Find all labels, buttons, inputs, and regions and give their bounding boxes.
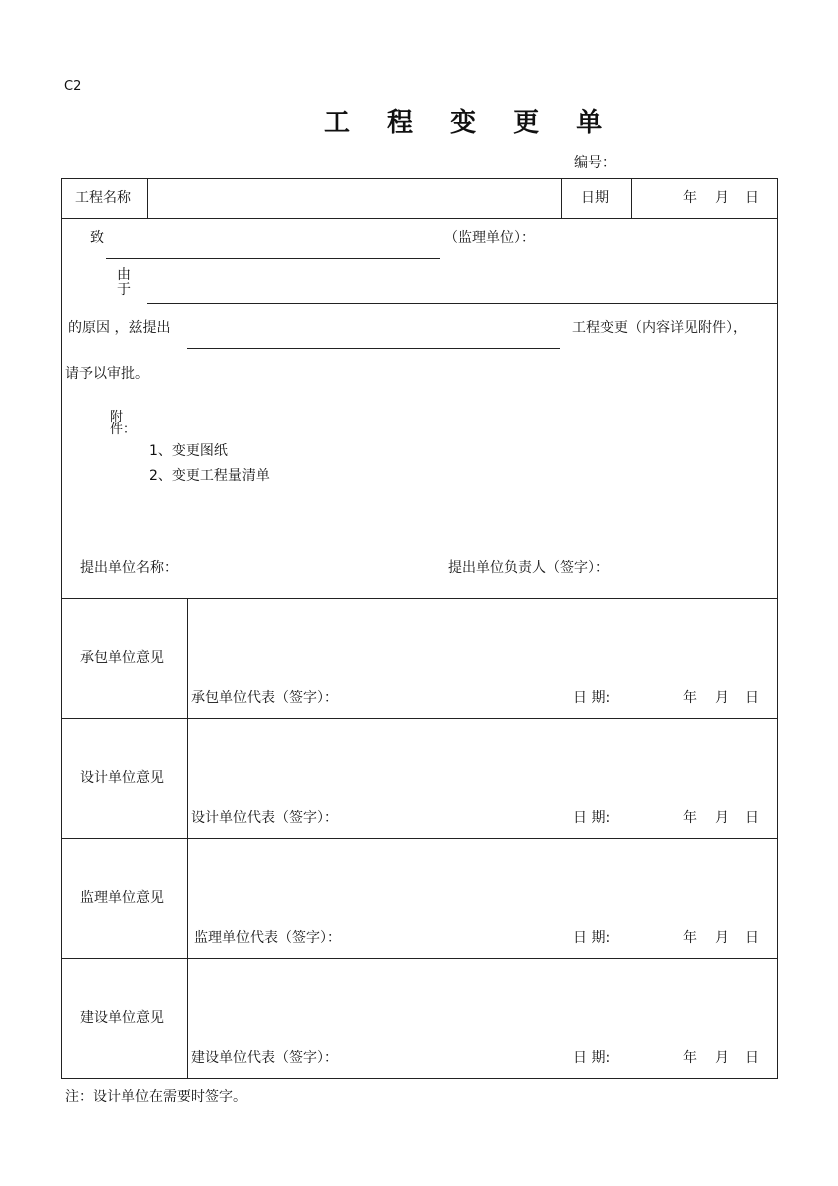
supervision-month: 月 [715, 930, 729, 946]
project-name-label: 工程名称 [75, 190, 131, 206]
date-label: 日期 [581, 190, 609, 206]
row-divider [61, 958, 777, 959]
contractor-year: 年 [683, 690, 697, 706]
date-month: 月 [715, 190, 729, 206]
contractor-opinion-heading: 承包单位意见 [80, 650, 164, 666]
owner-date-label: 日 期: [573, 1050, 611, 1066]
due-to-label: 由于 [117, 267, 131, 298]
supervision-day: 日 [745, 930, 759, 946]
supervisor-unit-label: （监理单位）： [444, 230, 535, 246]
submit-person-label: 提出单位负责人（签字）： [448, 560, 609, 576]
owner-year: 年 [683, 1050, 697, 1066]
col-divider [147, 178, 148, 218]
contractor-month: 月 [715, 690, 729, 706]
contractor-rep-label: 承包单位代表（签字）： [191, 690, 338, 706]
footnote: 注：设计单位在需要时签字。 [65, 1089, 247, 1105]
date-year: 年 [683, 190, 697, 206]
submit-unit-label: 提出单位名称： [80, 560, 178, 576]
number-label: 编号： [574, 155, 616, 171]
design-date-label: 日 期: [573, 810, 611, 826]
form-code: C2 [64, 79, 82, 94]
design-year: 年 [683, 810, 697, 826]
owner-day: 日 [745, 1050, 759, 1066]
supervision-date-label: 日 期: [573, 930, 611, 946]
row-divider [61, 218, 777, 219]
col-divider [561, 178, 562, 218]
page-title: 工 程 变 更 单 [324, 108, 617, 138]
attachment-label: 附件： [110, 410, 137, 437]
supervision-opinion-heading: 监理单位意见 [80, 890, 164, 906]
design-day: 日 [745, 810, 759, 826]
row-divider [61, 838, 777, 839]
contractor-opinion-field[interactable] [192, 603, 770, 679]
supervisor-unit-field[interactable] [106, 258, 440, 259]
approve-text: 请予以审批。 [65, 366, 149, 382]
supervision-opinion-field[interactable] [192, 843, 770, 919]
reason-label: 的原因 ，兹提出 [68, 320, 171, 336]
design-month: 月 [715, 810, 729, 826]
contractor-date-label: 日 期: [573, 690, 611, 706]
date-day: 日 [745, 190, 759, 206]
row-divider [61, 598, 777, 599]
owner-rep-label: 建设单位代表（签字）： [191, 1050, 338, 1066]
change-label: 工程变更（内容详见附件）， [572, 320, 747, 336]
design-opinion-heading: 设计单位意见 [80, 770, 164, 786]
to-label: 致 [90, 230, 104, 246]
supervision-year: 年 [683, 930, 697, 946]
project-name-field[interactable] [152, 182, 556, 214]
col-divider [631, 178, 632, 218]
design-opinion-field[interactable] [192, 723, 770, 799]
attachment-item: 1、变更图纸 [149, 443, 228, 459]
supervision-rep-label: 监理单位代表（签字）： [194, 930, 341, 946]
attachment-item: 2、变更工程量清单 [149, 468, 270, 484]
row-divider [61, 718, 777, 719]
owner-month: 月 [715, 1050, 729, 1066]
reason-field[interactable] [187, 348, 560, 349]
owner-opinion-heading: 建设单位意见 [80, 1010, 164, 1026]
due-to-field[interactable] [147, 303, 777, 304]
contractor-day: 日 [745, 690, 759, 706]
design-rep-label: 设计单位代表（签字）： [191, 810, 338, 826]
owner-opinion-field[interactable] [192, 963, 770, 1039]
